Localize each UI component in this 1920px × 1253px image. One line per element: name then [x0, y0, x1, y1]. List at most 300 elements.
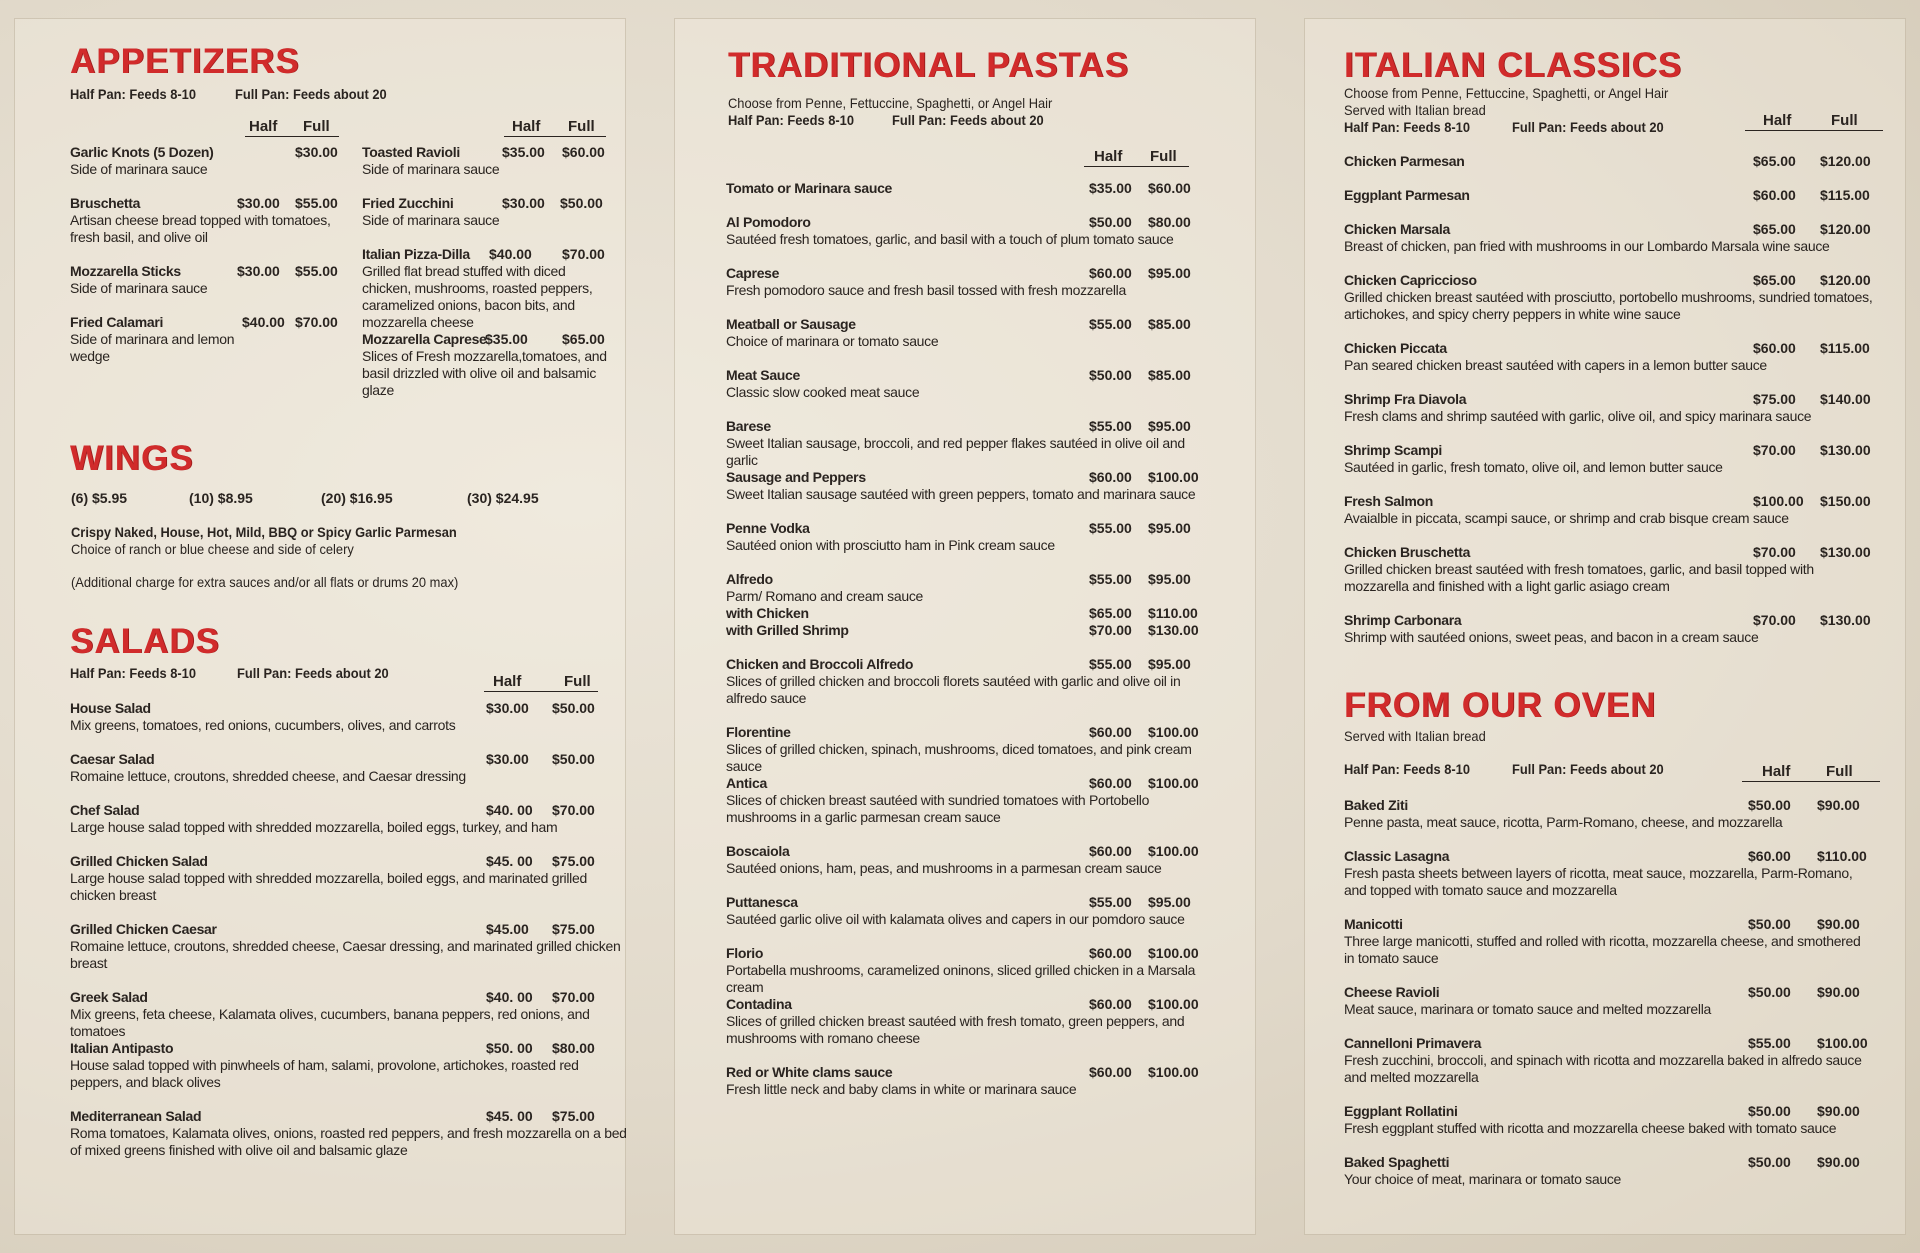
full-pan-price: $85.00 [1148, 316, 1191, 332]
wings-extra-note: (Additional charge for extra sauces and/or all flats or drums 20 max) [71, 574, 459, 590]
half-pan-price: $55.00 [1089, 571, 1132, 587]
menu-item-name: Antica [726, 775, 767, 791]
menu-item-name: Manicotti [1344, 916, 1403, 932]
half-pan-price: $50.00 [1748, 1154, 1791, 1170]
menu-item-description: Sautéed fresh tomatoes, garlic, and basil with a touch of plum tomato sauce [726, 231, 1174, 247]
half-pan-price: $40. 00 [486, 989, 533, 1005]
menu-item [70, 314, 365, 365]
menu-item [362, 195, 630, 229]
half-pan-price: $50.00 [1089, 214, 1132, 230]
full-pan-price: $55.00 [295, 195, 338, 211]
half-pan-price: $30.00 [502, 195, 545, 211]
menu-item-name: Meat Sauce [726, 367, 801, 383]
half-pan-price: $45. 00 [486, 853, 533, 869]
appetizers-title: APPETIZERS [70, 42, 300, 81]
full-pan-price: $55.00 [295, 263, 338, 279]
pastas-price-header [1084, 148, 1189, 167]
menu-item-name: Alfredo [726, 571, 773, 587]
menu-item-name: Mozzarella Caprese [362, 331, 487, 347]
menu-item-name: Grilled Chicken Caesar [70, 921, 217, 937]
half-pan-price: $70.00 [1089, 622, 1132, 638]
menu-item-description: Sautéed garlic olive oil with kalamata olives and capers in our pomdoro sauce [726, 911, 1185, 927]
full-pan-price: $120.00 [1820, 272, 1871, 288]
menu-item-description: Romaine lettuce, croutons, shredded cheese, Caesar dressing, and marinated grilled chicken breast [70, 938, 621, 971]
menu-item-name: Boscaiola [726, 843, 790, 859]
menu-item-name: Florio [726, 945, 764, 961]
half-pan-price: $50.00 [1089, 367, 1132, 383]
half-pan-price: $40.00 [489, 246, 532, 262]
menu-item-description: Penne pasta, meat sauce, ricotta, Parm-Romano, cheese, and mozzarella [1344, 814, 1783, 830]
menu-item-description: Sweet Italian sausage sautéed with green peppers, tomato and marinara sauce [726, 486, 1196, 502]
menu-item-name: Barese [726, 418, 771, 434]
menu-item-description: Breast of chicken, pan fried with mushrooms in our Lombardo Marsala wine sauce [1344, 238, 1830, 254]
half-pan-price: $70.00 [1753, 544, 1796, 560]
menu-item [1344, 916, 1887, 967]
half-pan-price: $35.00 [502, 144, 545, 160]
menu-item-name: Red or White clams sauce [726, 1064, 893, 1080]
menu-item [70, 1040, 622, 1091]
half-pan-price: $50.00 [1748, 797, 1791, 813]
menu-item [1344, 221, 1890, 255]
menu-item-description: Side of marinara sauce [70, 280, 208, 296]
menu-item-description: House salad topped with pinwheels of ham, salami, provolone, artichokes, roasted red peppers, and black olives [70, 1057, 579, 1090]
full-pan-price: $100.00 [1148, 843, 1199, 859]
menu-item [726, 605, 1218, 622]
appetizers-price-header-right [504, 118, 606, 137]
half-pan-price: $65.00 [1753, 221, 1796, 237]
menu-item [70, 144, 365, 178]
wings-title: WINGS [70, 439, 194, 478]
menu-item [726, 724, 1218, 775]
menu-item-name: Baked Ziti [1344, 797, 1408, 813]
appetizers-half-pan: Half Pan: Feeds 8-10 [70, 86, 196, 102]
full-pan-price: $130.00 [1820, 442, 1871, 458]
menu-item [726, 843, 1218, 877]
menu-item-name: Cannelloni Primavera [1344, 1035, 1482, 1051]
menu-item-name: Florentine [726, 724, 791, 740]
menu-item [726, 367, 1218, 401]
menu-item-name: Chicken Piccata [1344, 340, 1447, 356]
menu-item [362, 144, 632, 178]
menu-item-name: Fried Calamari [70, 314, 164, 330]
menu-item-description: Slices of grilled chicken, spinach, mushrooms, diced tomatoes, and pink cream sauce [726, 741, 1192, 774]
full-pan-price: $100.00 [1817, 1035, 1868, 1051]
menu-item-name: Baked Spaghetti [1344, 1154, 1450, 1170]
full-pan-price: $60.00 [562, 144, 605, 160]
salads-half-pan: Half Pan: Feeds 8-10 [70, 665, 196, 681]
full-pan-price: $75.00 [552, 921, 595, 937]
full-pan-price: $50.00 [552, 700, 595, 716]
wings-price-10: (10) $8.95 [189, 490, 253, 506]
menu-item [70, 802, 622, 836]
classics-half-pan: Half Pan: Feeds 8-10 [1344, 119, 1470, 135]
menu-item-name: Al Pomodoro [726, 214, 811, 230]
full-pan-price: $85.00 [1148, 367, 1191, 383]
half-pan-price: $55.00 [1089, 418, 1132, 434]
menu-item [362, 246, 632, 331]
full-pan-price: $70.00 [552, 802, 595, 818]
half-pan-price: $50.00 [1748, 916, 1791, 932]
menu-item [1344, 153, 1890, 170]
full-pan-price: $95.00 [1148, 656, 1191, 672]
half-pan-price: $50.00 [1748, 1103, 1791, 1119]
menu-item-name: Greek Salad [70, 989, 148, 1005]
half-pan-price: $65.00 [1753, 272, 1796, 288]
pastas-choose-note: Choose from Penne, Fettuccine, Spaghetti, or Angel Hair [728, 95, 1053, 111]
wings-section [70, 441, 630, 476]
full-pan-price: $90.00 [1817, 797, 1860, 813]
oven-price-header [1742, 763, 1880, 782]
menu-item-description: Artisan cheese bread topped with tomatoes, fresh basil, and olive oil [70, 212, 331, 245]
menu-item [70, 700, 622, 734]
full-pan-price: $130.00 [1148, 622, 1199, 638]
menu-item-description: Fresh zucchini, broccoli, and spinach with ricotta and mozzarella baked in alfredo sauce and melted mozzarella [1344, 1052, 1862, 1085]
menu-item [1344, 612, 1890, 646]
menu-item-name: Eggplant Parmesan [1344, 187, 1470, 203]
full-pan-price: $100.00 [1148, 724, 1199, 740]
menu-item-name: Chicken Marsala [1344, 221, 1450, 237]
half-pan-price: $60.00 [1089, 724, 1132, 740]
full-pan-price: $70.00 [562, 246, 605, 262]
menu-item [1344, 442, 1890, 476]
classics-full-pan: Full Pan: Feeds about 20 [1512, 119, 1664, 135]
half-pan-price: $60.00 [1089, 1064, 1132, 1080]
menu-item-description: Mix greens, tomatoes, red onions, cucumbers, olives, and carrots [70, 717, 456, 733]
menu-item [1344, 1103, 1887, 1137]
half-pan-price: $60.00 [1089, 469, 1132, 485]
appetizers-full-pan: Full Pan: Feeds about 20 [235, 86, 387, 102]
oven-half-pan: Half Pan: Feeds 8-10 [1344, 761, 1470, 777]
wings-flavors: Crispy Naked, House, Hot, Mild, BBQ or Spicy Garlic Parmesan [71, 524, 457, 540]
half-pan-price: $40.00 [242, 314, 285, 330]
half-pan-price: $65.00 [1089, 605, 1132, 621]
full-column-label: Full [303, 118, 330, 135]
oven-full-pan: Full Pan: Feeds about 20 [1512, 761, 1664, 777]
half-pan-price: $45.00 [486, 921, 529, 937]
menu-item [70, 1108, 627, 1159]
menu-item-description: Slices of grilled chicken breast sautéed with fresh tomato, green peppers, and mushrooms with romano cheese [726, 1013, 1185, 1046]
half-column-label: Half [1094, 148, 1123, 165]
menu-item-description: Side of marinara sauce [70, 161, 208, 177]
full-column-label: Full [564, 673, 591, 690]
menu-item-description: Slices of Fresh mozzarella,tomatoes, and basil drizzled with olive oil and balsamic glaze [362, 348, 607, 398]
full-pan-price: $115.00 [1820, 187, 1870, 203]
menu-item [726, 894, 1218, 928]
full-pan-price: $90.00 [1817, 984, 1860, 1000]
full-pan-price: $150.00 [1820, 493, 1871, 509]
full-column-label: Full [568, 118, 595, 135]
menu-item-description: Slices of chicken breast sautéed with sundried tomatoes with Portobello mushrooms in a garlic parmesan cream sauce [726, 792, 1150, 825]
menu-item [1344, 984, 1887, 1018]
menu-item-description: Sautéed onions, ham, peas, and mushrooms in a parmesan cream sauce [726, 860, 1162, 876]
menu-item-name: Chicken Capriccioso [1344, 272, 1477, 288]
menu-item [70, 853, 622, 904]
menu-item-name: Penne Vodka [726, 520, 810, 536]
menu-item [70, 989, 622, 1040]
menu-item [726, 520, 1218, 554]
half-pan-price: $60.00 [1753, 187, 1796, 203]
half-pan-price: $65.00 [1753, 153, 1796, 169]
half-pan-price: $100.00 [1753, 493, 1804, 509]
menu-item-description: Classic slow cooked meat sauce [726, 384, 920, 400]
menu-item-name: House Salad [70, 700, 151, 716]
half-pan-price: $60.00 [1089, 843, 1132, 859]
full-pan-price: $70.00 [552, 989, 595, 1005]
full-pan-price: $100.00 [1148, 996, 1199, 1012]
menu-item-name: Italian Pizza-Dilla [362, 246, 470, 262]
menu-item [726, 214, 1218, 248]
menu-item-description: Shrimp with sautéed onions, sweet peas, and bacon in a cream sauce [1344, 629, 1759, 645]
half-pan-price: $70.00 [1753, 442, 1796, 458]
menu-item [70, 195, 365, 246]
appetizers-section [70, 42, 630, 102]
menu-item-description: Your choice of meat, marinara or tomato sauce [1344, 1171, 1622, 1187]
menu-item [726, 996, 1218, 1047]
full-pan-price: $95.00 [1148, 894, 1191, 910]
menu-item-description: Fresh pasta sheets between layers of ricotta, meat sauce, mozzarella, Parm-Romano, and topped with tomato sauce and mozzarella [1344, 865, 1853, 898]
wings-price-row [71, 490, 591, 510]
full-pan-price: $90.00 [1817, 916, 1860, 932]
menu-item [1344, 187, 1890, 204]
menu-item-description: Portabella mushrooms, caramelized oninons, sliced grilled chicken in a Marsala cream [726, 962, 1196, 995]
full-pan-price: $100.00 [1148, 1064, 1199, 1080]
menu-item [726, 622, 1218, 639]
half-pan-price: $35.00 [485, 331, 528, 347]
menu-item-description: Choice of marinara or tomato sauce [726, 333, 939, 349]
salads-full-pan: Full Pan: Feeds about 20 [237, 665, 389, 681]
full-pan-price: $100.00 [1148, 469, 1199, 485]
pastas-section [728, 46, 1248, 128]
full-pan-price: $95.00 [1148, 418, 1191, 434]
menu-item [70, 751, 622, 785]
menu-item-name: Contadina [726, 996, 792, 1012]
half-pan-price: $40. 00 [486, 802, 533, 818]
full-pan-price: $130.00 [1820, 612, 1871, 628]
menu-item-description: Three large manicotti, stuffed and rolled with ricotta, mozzarella cheese, and smothered in tomato sauce [1344, 933, 1861, 966]
full-pan-price: $100.00 [1148, 775, 1199, 791]
menu-item-name: Tomato or Marinara sauce [726, 180, 893, 196]
half-column-label: Half [1762, 763, 1791, 780]
menu-item-description: Grilled chicken breast sautéed with prosciutto, portobello mushrooms, sundried tomatoes, artichokes, and spicy cherry peppers in white wine sauce [1344, 289, 1873, 322]
menu-item-name: Fresh Salmon [1344, 493, 1433, 509]
menu-item-name: Sausage and Peppers [726, 469, 866, 485]
menu-item-description: Sweet Italian sausage, broccoli, and red pepper flakes sautéed in olive oil and garlic [726, 435, 1185, 468]
half-pan-price: $55.00 [1089, 520, 1132, 536]
menu-item-name: Caprese [726, 265, 780, 281]
menu-item-description: Slices of grilled chicken and broccoli florets sautéed with garlic and olive oil in alfredo sauce [726, 673, 1181, 706]
menu-item-name: Puttanesca [726, 894, 798, 910]
menu-item-description: Roma tomatoes, Kalamata olives, onions, roasted red peppers, and fresh mozzarella on a bed of mixed greens finished with olive oil and balsamic glaze [70, 1125, 627, 1158]
half-column-label: Half [1763, 112, 1792, 129]
oven-served-note: Served with Italian bread [1344, 728, 1486, 744]
pastas-full-pan: Full Pan: Feeds about 20 [892, 112, 1044, 128]
full-pan-price: $80.00 [1148, 214, 1191, 230]
classics-choose-note: Choose from Penne, Fettuccine, Spaghetti, or Angel Hair [1344, 85, 1669, 101]
menu-item-description: Sautéed onion with prosciutto ham in Pink cream sauce [726, 537, 1055, 553]
menu-item-description: Avaialble in piccata, scampi sauce, or shrimp and crab bisque cream sauce [1344, 510, 1789, 526]
menu-item-name: Shrimp Fra Diavola [1344, 391, 1467, 407]
half-pan-price: $30.00 [486, 700, 529, 716]
menu-item-description: Large house salad topped with shredded mozzarella, boiled eggs, and marinated grilled chicken breast [70, 870, 587, 903]
menu-item [726, 316, 1218, 350]
menu-item-description: Romaine lettuce, croutons, shredded cheese, and Caesar dressing [70, 768, 466, 784]
wings-price-30: (30) $24.95 [467, 490, 539, 506]
full-pan-price: $80.00 [552, 1040, 595, 1056]
menu-item-name: Toasted Ravioli [362, 144, 460, 160]
wings-sides: Choice of ranch or blue cheese and side of celery [71, 541, 354, 557]
salads-price-header [484, 673, 598, 692]
wings-price-20: (20) $16.95 [321, 490, 393, 506]
full-pan-price: $95.00 [1148, 265, 1191, 281]
full-column-label: Full [1150, 148, 1177, 165]
half-pan-price: $35.00 [1089, 180, 1132, 196]
full-pan-price: $50.00 [560, 195, 603, 211]
menu-item-name: Chef Salad [70, 802, 140, 818]
menu-item-description: Side of marinara sauce [362, 161, 500, 177]
menu-item [1344, 1035, 1887, 1086]
menu-item-name: Chicken Bruschetta [1344, 544, 1471, 560]
menu-item-name: Mediterranean Salad [70, 1108, 202, 1124]
full-pan-price: $70.00 [295, 314, 338, 330]
menu-item [726, 775, 1218, 826]
menu-item [1344, 1154, 1887, 1188]
pastas-half-pan: Half Pan: Feeds 8-10 [728, 112, 854, 128]
full-pan-price: $50.00 [552, 751, 595, 767]
menu-item-description: Parm/ Romano and cream sauce [726, 588, 924, 604]
full-pan-price: $120.00 [1820, 153, 1871, 169]
menu-item-description: Side of marinara and lemon wedge [70, 331, 235, 364]
full-pan-price: $130.00 [1820, 544, 1871, 560]
half-pan-price: $55.00 [1748, 1035, 1791, 1051]
half-pan-price: $70.00 [1753, 612, 1796, 628]
menu-item-description: Fresh eggplant stuffed with ricotta and mozzarella cheese baked with tomato sauce [1344, 1120, 1837, 1136]
menu-item-description: Pan seared chicken breast sautéed with capers in a lemon butter sauce [1344, 357, 1767, 373]
wings-price-6: (6) $5.95 [71, 490, 128, 506]
menu-item [70, 263, 365, 297]
menu-item-name: Chicken Parmesan [1344, 153, 1465, 169]
half-pan-price: $60.00 [1089, 996, 1132, 1012]
full-pan-price: $140.00 [1820, 391, 1871, 407]
half-pan-price: $30.00 [237, 263, 280, 279]
full-pan-price: $110.00 [1817, 848, 1867, 864]
menu-item-name: with Chicken [726, 605, 809, 621]
menu-item [726, 1064, 1218, 1098]
menu-item-name: Italian Antipasto [70, 1040, 174, 1056]
full-pan-price: $65.00 [562, 331, 605, 347]
menu-item-description: Grilled chicken breast sautéed with fresh tomatoes, garlic, and basil topped with mozzarella and finished with a light garlic asiago cream [1344, 561, 1814, 594]
menu-item-name: Classic Lasagna [1344, 848, 1450, 864]
appetizers-price-header-left [245, 118, 339, 137]
menu-item-description: Sautéed in garlic, fresh tomato, olive oil, and lemon butter sauce [1344, 459, 1723, 475]
menu-item [1344, 848, 1887, 899]
full-pan-price: $115.00 [1820, 340, 1870, 356]
menu-item [726, 469, 1218, 503]
salads-section [70, 622, 630, 681]
half-column-label: Half [493, 673, 522, 690]
half-pan-price: $55.00 [1089, 894, 1132, 910]
half-pan-price: $60.00 [1089, 265, 1132, 281]
menu-item [1344, 493, 1890, 527]
menu-item-name: Chicken and Broccoli Alfredo [726, 656, 914, 672]
full-pan-price: $120.00 [1820, 221, 1871, 237]
half-pan-price: $30.00 [486, 751, 529, 767]
menu-item [726, 656, 1218, 707]
menu-item-name: with Grilled Shrimp [726, 622, 849, 638]
menu-item-name: Fried Zucchini [362, 195, 454, 211]
menu-item-description: Fresh little neck and baby clams in white or marinara sauce [726, 1081, 1077, 1097]
full-pan-price: $75.00 [552, 1108, 595, 1124]
menu-item [70, 921, 622, 972]
menu-item [1344, 391, 1890, 425]
full-pan-price: $30.00 [295, 144, 338, 160]
half-pan-price: $60.00 [1748, 848, 1791, 864]
half-pan-price: $45. 00 [486, 1108, 533, 1124]
classics-served-note: Served with Italian bread [1344, 102, 1486, 118]
menu-item [1344, 797, 1887, 831]
menu-item-description: Meat sauce, marinara or tomato sauce and melted mozzarella [1344, 1001, 1712, 1017]
full-pan-price: $110.00 [1148, 605, 1198, 621]
half-pan-price: $60.00 [1089, 775, 1132, 791]
full-pan-price: $60.00 [1148, 180, 1191, 196]
menu-item-name: Cheese Ravioli [1344, 984, 1440, 1000]
full-pan-price: $95.00 [1148, 520, 1191, 536]
menu-item-name: Mozzarella Sticks [70, 263, 181, 279]
menu-item [1344, 544, 1890, 595]
half-pan-price: $60.00 [1089, 945, 1132, 961]
menu-item-name: Bruschetta [70, 195, 141, 211]
half-pan-price: $75.00 [1753, 391, 1796, 407]
menu-item [362, 331, 632, 399]
menu-item-name: Eggplant Rollatini [1344, 1103, 1458, 1119]
classics-section [1344, 46, 1884, 135]
half-column-label: Half [249, 118, 278, 135]
menu-item-description: Fresh clams and shrimp sautéed with garlic, olive oil, and spicy marinara sauce [1344, 408, 1812, 424]
half-pan-price: $60.00 [1753, 340, 1796, 356]
half-pan-price: $55.00 [1089, 656, 1132, 672]
menu-item [726, 265, 1218, 299]
menu-item-description: Grilled flat bread stuffed with diced chicken, mushrooms, roasted peppers, caramelized onions, bacon bits, and mozzarella cheese [362, 263, 593, 330]
menu-item-name: Caesar Salad [70, 751, 155, 767]
half-pan-price: $30.00 [237, 195, 280, 211]
half-column-label: Half [512, 118, 541, 135]
menu-item [726, 418, 1218, 469]
menu-item [1344, 340, 1890, 374]
full-pan-price: $75.00 [552, 853, 595, 869]
menu-item-name: Grilled Chicken Salad [70, 853, 208, 869]
menu-item-description: Fresh pomodoro sauce and fresh basil tossed with fresh mozzarella [726, 282, 1126, 298]
menu-item [726, 180, 1218, 197]
half-pan-price: $50. 00 [486, 1040, 533, 1056]
full-column-label: Full [1826, 763, 1853, 780]
menu-item [726, 571, 1218, 605]
classics-title: ITALIAN CLASSICS [1344, 46, 1683, 85]
pastas-title: TRADITIONAL PASTAS [728, 46, 1130, 85]
classics-price-header [1745, 112, 1883, 131]
full-pan-price: $90.00 [1817, 1103, 1860, 1119]
menu-item-name: Meatball or Sausage [726, 316, 856, 332]
half-pan-price: $55.00 [1089, 316, 1132, 332]
full-pan-price: $95.00 [1148, 571, 1191, 587]
salads-title: SALADS [70, 622, 220, 661]
menu-item [726, 945, 1218, 996]
menu-item-name: Shrimp Scampi [1344, 442, 1443, 458]
menu-item-name: Garlic Knots (5 Dozen) [70, 144, 214, 160]
oven-title: FROM OUR OVEN [1344, 686, 1657, 725]
menu-item [1344, 272, 1890, 323]
menu-item-description: Mix greens, feta cheese, Kalamata olives, cucumbers, banana peppers, red onions, and tomatoes [70, 1006, 590, 1039]
menu-item-description: Side of marinara sauce [362, 212, 500, 228]
full-column-label: Full [1831, 112, 1858, 129]
